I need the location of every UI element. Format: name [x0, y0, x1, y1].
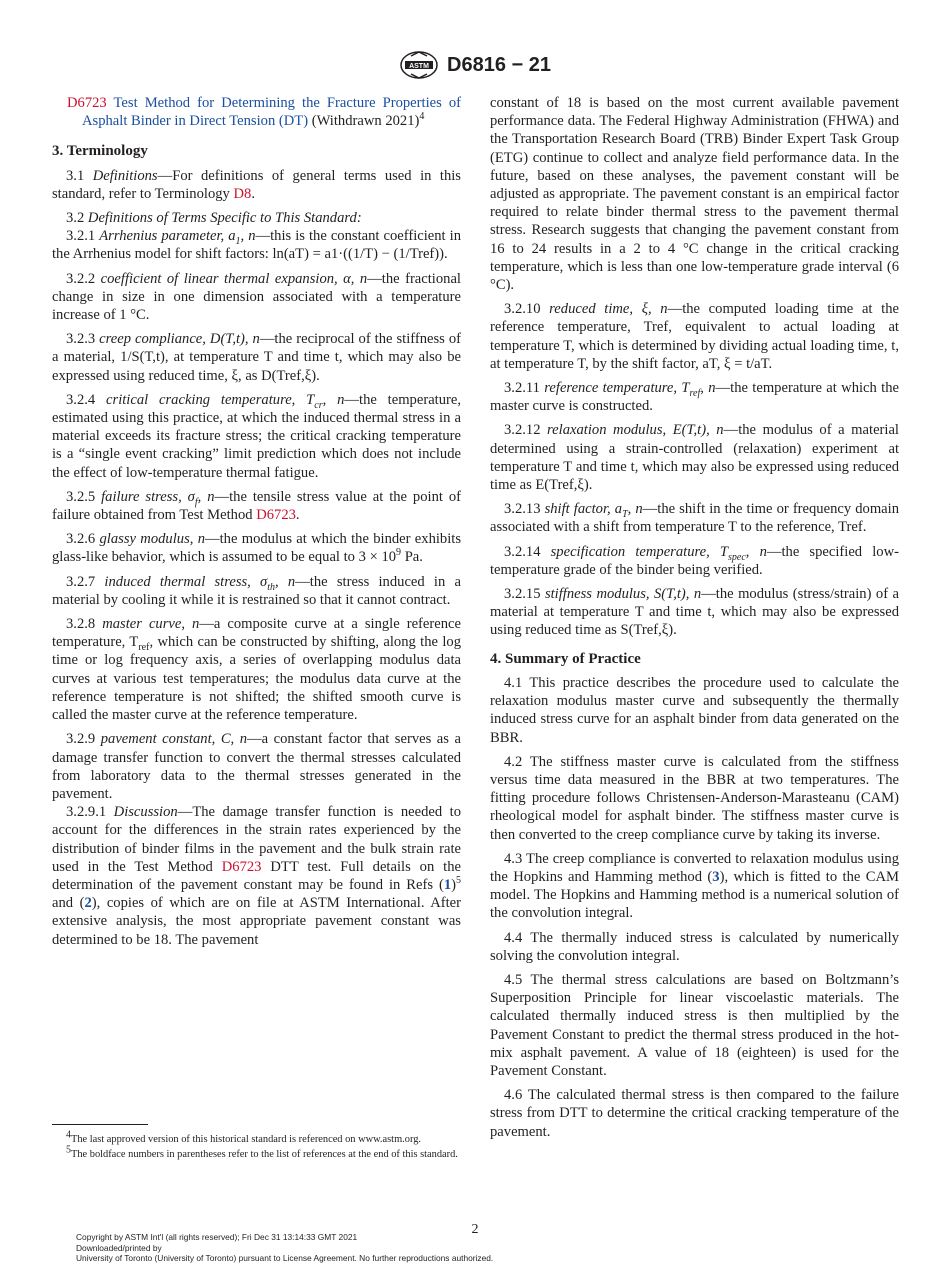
footnote-5: $^5$The boldface numbers in parentheses refer to the list of references at the end of this standard.: [66, 1144, 458, 1161]
ref-2-link[interactable]: 2: [84, 895, 92, 912]
para-3-2-11: 3.2.11 reference temperature, $T_{ref}$, n—the temperature at which the master curve is constructed.: [490, 380, 899, 415]
ref-1-link[interactable]: 1: [443, 876, 452, 893]
section-4-heading: 4. Summary of Practice: [490, 650, 641, 667]
copyright-line-3: University of Toronto (University of Toronto) pursuant to License Agreement. No further reproductions authorized.: [76, 1253, 494, 1264]
ref-d6723-title-link[interactable]: Test Method for Determining the Fracture Properties of Asphalt Binder in Direct Tension (DT): [82, 95, 461, 130]
para-3-1: 3.1 Definitions—For definitions of general terms used in this standard, refer to Terminology D8.: [52, 167, 461, 202]
para-3-2-7: 3.2.7 induced thermal stress, $\sigma_{th}$, n—the stress induced in a material by cooling it while it is restrained so that it cannot contract.: [52, 573, 461, 608]
para-3-2-9-1-continued: constant of 18 is based on the most current available pavement performance data. The Federal Highway Administration (FHWA) and the Transportation Research Board (TRB) Binder Expert Task Group (ETG) continue to collect and analyze field performance data. In the future, based on these analyses, the pavement constant will be adjusted as appropriate. The pavement constant is an empirical factor required to relate binder thermal stress to the pavement thermal stress. Research suggests that changing the pavement constant from 16 to 24 results in a 2 to 4 °C change in the critical cracking temperature, which is less than one low-temperature grade interval (6 °C).: [490, 95, 899, 294]
para-4-4: 4.4 The thermally induced stress is calculated by numerically solving the convolution integral.: [490, 929, 899, 964]
reference-d6723: [52, 94, 461, 130]
astm-logo-icon: [399, 50, 439, 80]
para-3-2-12: 3.2.12 relaxation modulus, E(T,t), n—the modulus of a material determined using a strain-controlled (relaxation) experiment at temperature T and time t, which may also be expressed using reduced time as E(Tref,ξ).: [490, 422, 899, 494]
ref-3-link[interactable]: 3: [712, 868, 720, 885]
copyright-notice: [76, 1232, 493, 1264]
link-d8[interactable]: D8: [233, 185, 252, 202]
para-4-1: 4.1 This practice describes the procedure used to calculate the relaxation modulus master curve and subsequently the thermally induced stress curve for an asphalt binder from data generated on the BBR.: [490, 674, 899, 746]
para-4-3: 4.3 The creep compliance is converted to relaxation modulus using the Hopkins and Hamming method (3), which is fitted to the CAM model. The Hopkins and Hamming method is a numerical solution of the convolution integral.: [490, 850, 899, 922]
para-4-6: 4.6 The calculated thermal stress is then compared to the failure stress from DTT to determine the critical cracking temperature of the pavement.: [490, 1087, 899, 1140]
para-4-2: 4.2 The stiffness master curve is calculated from the stiffness versus time data measured in the BBR at two temperatures. The fitting procedure follows Christensen-Anderson-Marasteanu (CAM) rheological model for asphalt binder. The stiffness master curve is then converted to the creep compliance curve by taking its inverse.: [490, 753, 899, 843]
para-3-2-9-1: 3.2.9.1 Discussion—The damage transfer function is needed to account for the differences in the strain rates experienced by the distribution of binder films in the pavement and the bulk strain rate used in the Test Method D6723 DTT test. Full details on the determination of the pavement constant may be found in Refs $(1)^5$ and (2), copies of which are on file at ASTM International. After extensive analysis, the most appropriate pavement constant was determined to be 18. The pavement: [52, 804, 461, 948]
para-3-2-13: 3.2.13 shift factor, $a_T$, n—the shift in the time or frequency domain associated with a shift from temperature T to the reference, Tref.: [490, 501, 900, 536]
para-3-2-4: 3.2.4 critical cracking temperature, $T_{cr}$, n—the temperature, estimated using this practice, at which the induced thermal stress in a material exceeds its fracture stress; the critical cracking temperature is a “single event cracking” limit prediction which does not include the effect of low-temperature thermal fatigue.: [52, 391, 462, 481]
link-d6723-2[interactable]: D6723: [221, 858, 262, 875]
ref-d6723-note: (Withdrawn 2021): [311, 113, 420, 130]
para-4-5: 4.5 The thermal stress calculations are based on Boltzmann’s Superposition Principle for linear viscoelastic materials. The calculated thermally induced stress is then multiplied by the Pavement Constant to predict the thermal stress produced in the hot-mix asphalt pavement. A value of 18 (eighteen) is used for the Pavement Constant.: [490, 971, 899, 1079]
para-3-2-14: 3.2.14 specification temperature, $T_{spec}$, n—the specified low-temperature grade of the binder being verified.: [490, 543, 899, 578]
para-3-2-2: 3.2.2 coefficient of linear thermal expansion, α, n—the fractional change in size in one dimension associated with a temperature increase of 1 °C.: [52, 270, 461, 324]
para-3-2: 3.2 Definitions of Terms Specific to This Standard:: [66, 210, 362, 227]
para-3-2-15: 3.2.15 stiffness modulus, S(T,t), n—the modulus (stress/strain) of a material at temperature T and time t, which may also be expressed using reduced time as S(Tref,ξ).: [490, 586, 899, 639]
section-3-heading: 3. Terminology: [52, 143, 148, 160]
link-d6723[interactable]: D6723: [256, 507, 296, 524]
svg-text:ASTM: ASTM: [409, 63, 429, 70]
footnote-divider: [52, 1124, 148, 1125]
page-number: 2: [471, 1222, 479, 1237]
para-3-2-10: 3.2.10 reduced time, ξ, n—the computed loading time at the reference temperature, Tref, equivalent to actual loading at temperature T, which is determined by dividing actual loading time, t, at temperature T, by the shift factor, aT, ξ = t/aT.: [490, 301, 899, 372]
footnotes: [52, 1129, 461, 1164]
footnote-5-mark[interactable]: 5: [456, 875, 461, 887]
para-3-2-3: 3.2.3 creep compliance, D(T,t), n—the reciprocal of the stiffness of a material, 1/S(T,t), at temperature T and time t, which may also be expressed using reduced time, ξ, as D(Tref,ξ).: [52, 331, 461, 384]
para-3-2-8: 3.2.8 master curve, n—a composite curve at a single reference temperature, $T_{ref}$, which can be constructed by shifting, along the log time or log frequency axis, a series of overlapping modulus data curves at various test temperatures; the modulus data curve at the reference temperature is not shifted; the shifted smooth curve is called the master curve at the reference temperature.: [52, 616, 461, 724]
para-3-2-5: 3.2.5 failure stress, $\sigma_f$, n—the tensile stress value at the point of failure obtained from Test Method D6723.: [52, 488, 462, 524]
copyright-line-2: Downloaded/printed by: [76, 1242, 162, 1253]
page-header: [0, 50, 950, 80]
footnote-4: $^4$The last approved version of this historical standard is referenced on www.astm.org.: [66, 1129, 422, 1145]
para-3-2-6: 3.2.6 glassy modulus, n—the modulus at which the binder exhibits glass-like behavior, which is assumed to be equal to $3 \times 10^9$ Pa.: [52, 531, 462, 566]
ref-d6723-code-link[interactable]: D6723: [67, 95, 107, 111]
document-designation: D6816 − 21: [447, 53, 551, 76]
footnote-4-mark[interactable]: 4: [419, 111, 425, 123]
para-3-2-9: 3.2.9 pavement constant, C, n—a constant factor that serves as a damage transfer function to convert the thermal stresses calculated from laboratory data to the thermal stresses generated in the pavement.: [52, 731, 461, 802]
copyright-line-1: Copyright by ASTM Int'l (all rights reserved); Fri Dec 31 13:14:33 GMT 2021: [76, 1232, 358, 1242]
left-column: [52, 94, 461, 955]
right-column: [490, 94, 899, 1147]
para-3-2-1: 3.2.1 Arrhenius parameter, $a_1$, n—this is the constant coefficient in the Arrhenius model for shift factors: ln(aT) = a1·((1/T) − (1/Tref)).: [52, 228, 461, 263]
